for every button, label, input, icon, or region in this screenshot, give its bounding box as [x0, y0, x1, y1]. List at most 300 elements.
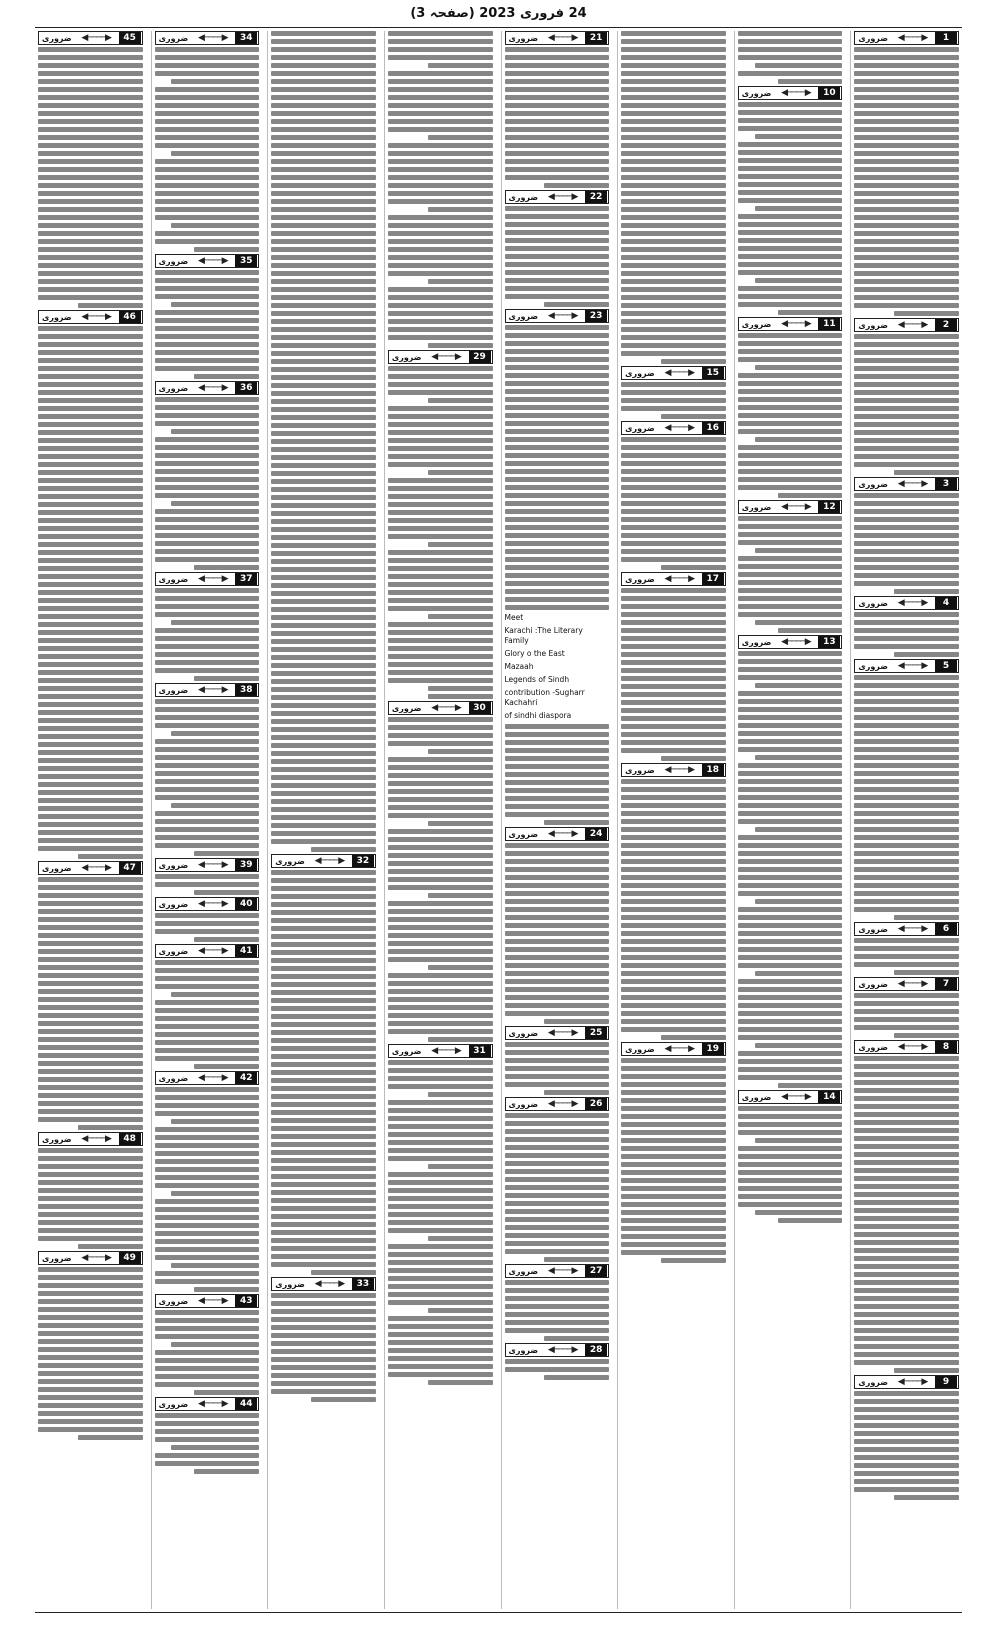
text-line	[271, 423, 376, 428]
text-line	[505, 764, 610, 769]
text-line	[621, 1027, 726, 1032]
news-item	[155, 1071, 260, 1292]
text-line	[38, 806, 143, 811]
item-number: 35	[235, 255, 257, 267]
text-line	[388, 877, 493, 882]
text-line	[854, 739, 959, 744]
text-line	[505, 525, 610, 530]
text-line	[505, 421, 610, 426]
text-line	[155, 699, 260, 704]
text-line	[854, 430, 959, 435]
text-line	[505, 254, 610, 259]
text-line	[854, 1216, 959, 1221]
text-line	[38, 534, 143, 539]
item-text	[505, 325, 610, 825]
text-line	[621, 231, 726, 236]
text-line	[271, 958, 376, 963]
text-line	[505, 1169, 610, 1174]
text-line	[155, 1127, 260, 1132]
text-line	[854, 119, 959, 124]
text-line	[505, 1113, 610, 1118]
text-line	[621, 1162, 726, 1167]
item-number: 5	[935, 660, 957, 672]
item-tag: ضروری	[391, 703, 422, 713]
text-line	[271, 655, 376, 660]
news-item-header	[271, 1277, 376, 1291]
text-line	[621, 223, 726, 228]
text-line	[621, 295, 726, 300]
text-line	[38, 814, 143, 819]
text-line	[854, 946, 959, 951]
double-arrow-icon: ◀────▶	[81, 863, 111, 873]
text-line	[155, 342, 260, 347]
text-line	[388, 438, 493, 443]
text-line	[854, 1336, 959, 1341]
text-line	[894, 1368, 959, 1373]
text-line	[155, 549, 260, 554]
text-line	[738, 182, 843, 187]
text-line	[388, 287, 493, 292]
double-arrow-icon: ◀────▶	[781, 637, 811, 647]
text-line	[621, 660, 726, 665]
double-arrow-icon: ◀────▶	[547, 33, 578, 43]
item-text	[621, 588, 726, 761]
text-line	[621, 159, 726, 164]
columns-container	[35, 31, 962, 1609]
item-tag: ضروری	[858, 979, 888, 989]
text-line	[388, 1284, 493, 1289]
text-line	[38, 582, 143, 587]
double-arrow-icon: ◀────▶	[547, 829, 578, 839]
double-arrow-icon: ◀────▶	[197, 256, 228, 266]
text-line	[155, 1429, 260, 1434]
text-line	[621, 79, 726, 84]
text-line	[854, 1471, 959, 1476]
text-line	[155, 1135, 260, 1140]
text-line	[738, 1067, 843, 1072]
text-line	[38, 263, 143, 268]
text-line	[505, 167, 610, 172]
text-line	[505, 373, 610, 378]
text-line	[854, 899, 959, 904]
text-line	[155, 1056, 260, 1061]
text-line	[311, 847, 376, 852]
item-text	[271, 870, 376, 1275]
text-line	[155, 628, 260, 633]
page-header	[0, 0, 997, 26]
text-line	[155, 1167, 260, 1172]
text-line	[38, 191, 143, 196]
text-line	[38, 917, 143, 922]
item-text	[505, 1113, 610, 1262]
double-arrow-icon: ◀────▶	[664, 574, 695, 584]
text-line	[271, 1134, 376, 1139]
text-line	[155, 755, 260, 760]
text-line	[271, 167, 376, 172]
news-item-header	[738, 635, 843, 649]
item-text	[155, 397, 260, 570]
text-line	[271, 1102, 376, 1107]
item-text	[854, 334, 959, 475]
text-line	[738, 1146, 843, 1151]
text-line	[388, 446, 493, 451]
item-number: 48	[119, 1133, 141, 1145]
text-line	[738, 1186, 843, 1191]
text-line	[388, 1292, 493, 1297]
text-line	[38, 885, 143, 890]
text-line	[755, 620, 843, 625]
item-number: 37	[235, 573, 257, 585]
text-line	[621, 995, 726, 1000]
text-line	[388, 31, 493, 36]
text-line	[505, 71, 610, 76]
item-number: 7	[935, 978, 957, 990]
text-line	[505, 333, 610, 338]
text-line	[621, 263, 726, 268]
item-text	[388, 31, 493, 348]
text-line	[388, 382, 493, 387]
text-line	[38, 758, 143, 763]
text-line	[738, 485, 843, 490]
text-line	[428, 1308, 493, 1313]
text-line	[428, 207, 493, 212]
text-line	[271, 39, 376, 44]
text-line	[271, 247, 376, 252]
text-line	[738, 572, 843, 577]
text-line	[428, 893, 493, 898]
text-line	[854, 87, 959, 92]
text-line	[621, 525, 726, 530]
item-tag: ضروری	[625, 1044, 655, 1054]
text-line	[38, 151, 143, 156]
text-line	[388, 901, 493, 906]
news-item-header	[738, 500, 843, 514]
text-line	[505, 549, 610, 554]
item-text	[621, 31, 726, 364]
text-line	[854, 1431, 959, 1436]
text-line	[505, 294, 610, 299]
item-number: 9	[935, 1376, 957, 1388]
text-line	[388, 861, 493, 866]
text-line	[621, 477, 726, 482]
text-line	[194, 890, 259, 895]
item-number: 18	[702, 764, 724, 776]
text-line	[271, 503, 376, 508]
text-line	[505, 87, 610, 92]
text-line	[388, 598, 493, 603]
item-text	[738, 31, 843, 84]
text-line	[738, 158, 843, 163]
text-line	[738, 787, 843, 792]
text-line	[155, 103, 260, 108]
text-line	[155, 921, 260, 926]
text-line	[621, 979, 726, 984]
text-line	[388, 414, 493, 419]
text-line	[388, 143, 493, 148]
text-line	[155, 795, 260, 800]
item-number: 26	[585, 1098, 607, 1110]
double-arrow-icon: ◀────▶	[197, 33, 228, 43]
text-line	[155, 509, 260, 514]
text-line	[271, 535, 376, 540]
text-line	[271, 1238, 376, 1243]
text-line	[388, 1005, 493, 1010]
text-line	[854, 675, 959, 680]
text-line	[271, 1094, 376, 1099]
text-line	[271, 615, 376, 620]
item-tag: ضروری	[625, 765, 655, 775]
text-line	[738, 421, 843, 426]
item-number: 44	[235, 1398, 257, 1410]
text-line	[271, 1046, 376, 1051]
text-line	[155, 1095, 260, 1100]
text-line	[854, 827, 959, 832]
text-line	[505, 509, 610, 514]
text-line	[271, 1341, 376, 1346]
text-line	[388, 1116, 493, 1121]
text-line	[38, 167, 143, 172]
text-line	[38, 566, 143, 571]
text-line	[505, 875, 610, 880]
text-line	[155, 588, 260, 593]
text-line	[38, 630, 143, 635]
news-item-header	[505, 827, 610, 841]
text-line	[271, 719, 376, 724]
item-number: 13	[818, 636, 840, 648]
text-line	[271, 135, 376, 140]
text-line	[388, 757, 493, 762]
item-tag: ضروری	[508, 1099, 539, 1109]
text-line	[271, 998, 376, 1003]
text-line	[271, 359, 376, 364]
text-line	[271, 407, 376, 412]
text-line	[38, 1021, 143, 1026]
text-line	[38, 478, 143, 483]
text-line	[621, 939, 726, 944]
item-text	[155, 588, 260, 681]
text-line	[505, 63, 610, 68]
news-item	[271, 854, 376, 1275]
text-line	[388, 311, 493, 316]
item-number: 46	[119, 311, 141, 323]
text-line	[38, 414, 143, 419]
item-text	[854, 493, 959, 594]
text-line	[621, 1146, 726, 1151]
text-line	[271, 127, 376, 132]
text-line	[38, 430, 143, 435]
text-line	[388, 582, 493, 587]
text-line	[621, 335, 726, 340]
text-line	[271, 1062, 376, 1067]
text-line	[38, 742, 143, 747]
news-item-header	[388, 1044, 493, 1058]
text-line	[388, 79, 493, 84]
news-item	[621, 421, 726, 570]
text-line	[854, 71, 959, 76]
text-line	[155, 469, 260, 474]
text-line	[621, 1250, 726, 1255]
text-line	[854, 1128, 959, 1133]
item-number: 29	[469, 351, 491, 363]
text-line	[505, 103, 610, 108]
text-line	[271, 1150, 376, 1155]
text-line	[171, 151, 259, 156]
text-line	[194, 374, 259, 379]
text-line	[388, 869, 493, 874]
double-arrow-icon: ◀────▶	[314, 856, 345, 866]
text-line	[271, 415, 376, 420]
text-line	[155, 612, 260, 617]
text-line	[621, 1218, 726, 1223]
news-item	[505, 1343, 610, 1380]
text-line	[271, 463, 376, 468]
text-line	[271, 679, 376, 684]
text-line	[155, 159, 260, 164]
text-line	[755, 827, 843, 832]
text-line	[38, 470, 143, 475]
news-item-header	[155, 31, 260, 45]
text-line	[505, 1241, 610, 1246]
item-text	[854, 612, 959, 657]
text-line	[388, 87, 493, 92]
text-line	[738, 461, 843, 466]
text-line	[271, 367, 376, 372]
text-line	[738, 238, 843, 243]
text-line	[428, 1164, 493, 1169]
text-line	[271, 551, 376, 556]
text-line	[38, 822, 143, 827]
text-line	[854, 1304, 959, 1309]
text-line	[854, 883, 959, 888]
item-tag: ضروری	[858, 1042, 888, 1052]
text-line	[38, 670, 143, 675]
text-line	[505, 923, 610, 928]
item-tag: ضروری	[158, 33, 189, 43]
text-line	[428, 398, 493, 403]
news-item-header	[155, 944, 260, 958]
news-item-header	[505, 31, 610, 45]
text-line	[388, 1076, 493, 1081]
text-line	[428, 749, 493, 754]
text-line	[738, 931, 843, 936]
text-line	[271, 119, 376, 124]
news-column-6	[267, 31, 379, 1609]
text-line	[38, 941, 143, 946]
text-line	[621, 588, 726, 593]
text-line	[155, 1350, 260, 1355]
text-line	[505, 883, 610, 888]
text-line	[505, 557, 610, 562]
text-line	[38, 686, 143, 691]
news-item-header	[738, 1090, 843, 1104]
text-line	[155, 461, 260, 466]
text-line	[271, 455, 376, 460]
text-line	[388, 829, 493, 834]
text-line	[388, 111, 493, 116]
text-line	[271, 279, 376, 284]
text-line	[854, 723, 959, 728]
text-line	[505, 238, 610, 243]
text-line	[621, 1194, 726, 1199]
text-line	[505, 891, 610, 896]
page-title: 24 فروری 2023 (صفحہ 3)	[410, 5, 587, 21]
text-line	[271, 1293, 376, 1298]
text-line	[621, 541, 726, 546]
text-line	[621, 461, 726, 466]
text-line	[621, 971, 726, 976]
text-line	[894, 311, 959, 316]
text-line	[854, 295, 959, 300]
text-line	[854, 95, 959, 100]
text-line	[854, 938, 959, 943]
text-line	[38, 143, 143, 148]
text-line	[38, 981, 143, 986]
text-line	[854, 763, 959, 768]
text-line	[621, 343, 726, 348]
text-line	[505, 581, 610, 586]
text-line	[271, 1118, 376, 1123]
text-line	[271, 711, 376, 716]
text-line	[505, 1328, 610, 1333]
news-item	[505, 31, 610, 188]
text-line	[505, 1121, 610, 1126]
text-line	[738, 262, 843, 267]
text-line	[38, 1148, 143, 1153]
text-line	[271, 239, 376, 244]
text-line	[155, 286, 260, 291]
text-line	[505, 1288, 610, 1293]
text-line	[155, 63, 260, 68]
text-line	[38, 87, 143, 92]
text-line	[621, 891, 726, 896]
text-line	[388, 494, 493, 499]
text-line	[38, 1395, 143, 1400]
text-line	[854, 462, 959, 467]
text-line	[738, 302, 843, 307]
text-line	[621, 390, 726, 395]
text-line	[505, 804, 610, 809]
double-arrow-icon: ◀────▶	[431, 703, 461, 713]
text-line	[38, 1061, 143, 1066]
text-line	[388, 231, 493, 236]
text-line	[854, 1144, 959, 1149]
text-line	[854, 263, 959, 268]
text-line	[894, 970, 959, 975]
text-line	[155, 47, 260, 52]
text-line	[388, 159, 493, 164]
text-line	[854, 612, 959, 617]
news-item	[738, 635, 843, 1088]
text-line	[661, 414, 726, 419]
text-line	[38, 1005, 143, 1010]
text-line	[621, 398, 726, 403]
text-line	[271, 399, 376, 404]
text-line	[155, 1358, 260, 1363]
news-item-header	[505, 190, 610, 204]
text-line	[171, 1263, 259, 1268]
text-line	[388, 1124, 493, 1129]
text-line	[505, 979, 610, 984]
text-line	[738, 811, 843, 816]
text-line	[194, 565, 259, 570]
text-line	[271, 839, 376, 844]
text-line	[155, 1461, 260, 1466]
text-line	[738, 230, 843, 235]
text-line	[271, 271, 376, 276]
text-line	[388, 1372, 493, 1377]
double-arrow-icon: ◀────▶	[197, 899, 228, 909]
text-line	[388, 454, 493, 459]
